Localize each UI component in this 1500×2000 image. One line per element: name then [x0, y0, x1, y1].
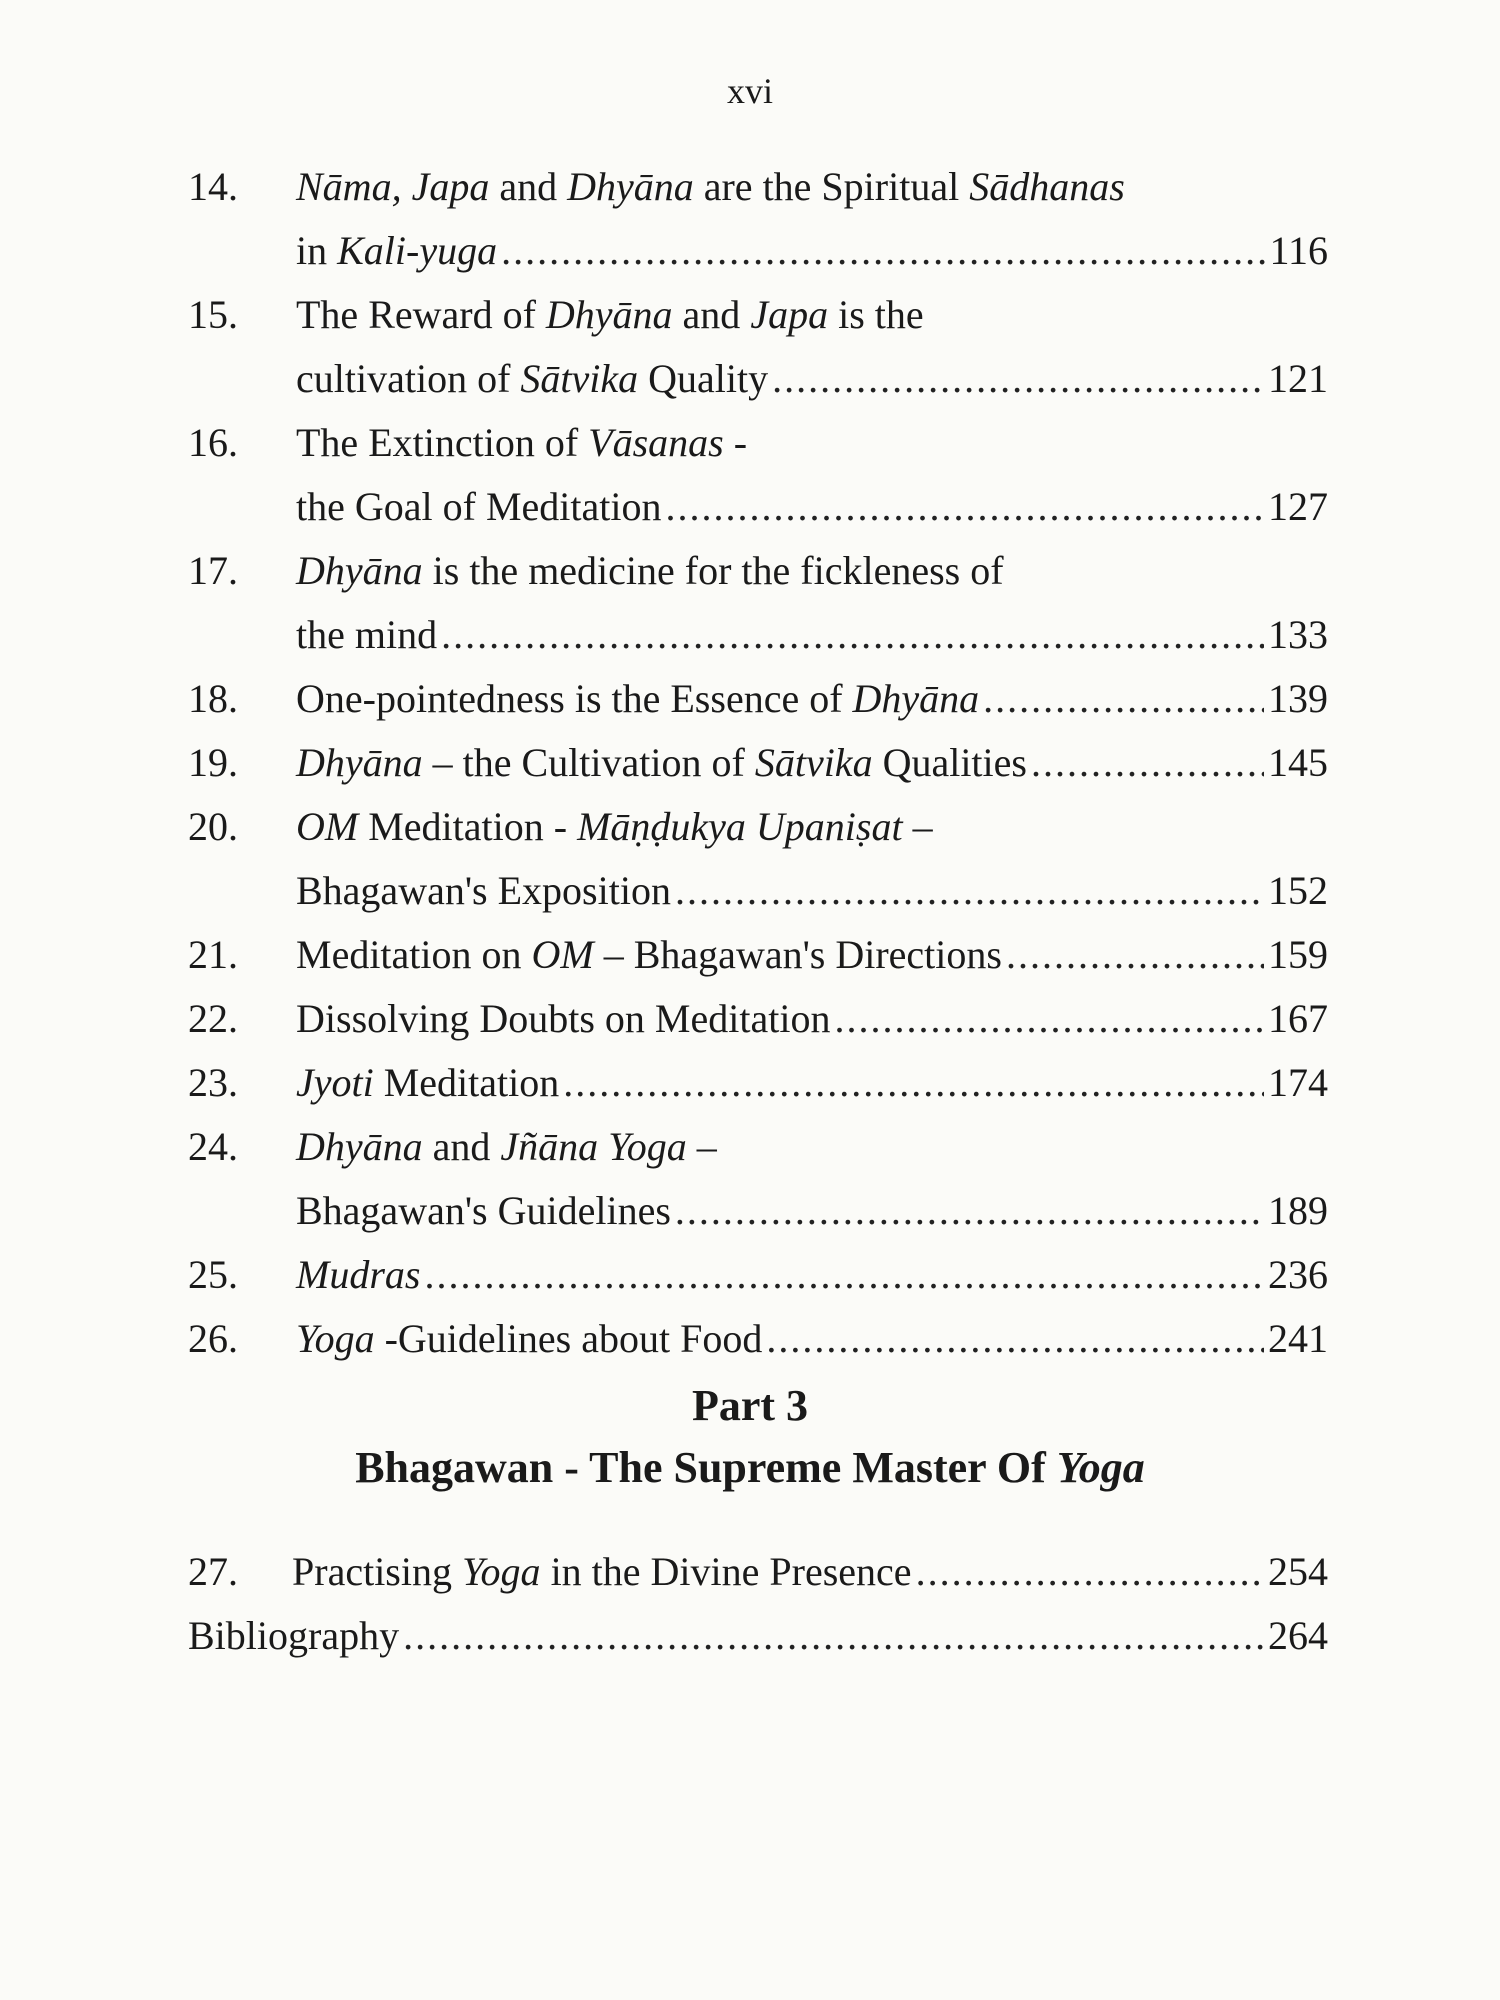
- toc-entry-page-number: 133: [1268, 612, 1328, 657]
- toc-entry-title-continued: [296, 347, 768, 411]
- toc-entry-title-continued: [296, 475, 661, 539]
- toc-entry-title-continued: [296, 603, 437, 667]
- toc-entry[interactable]: [188, 1604, 1328, 1668]
- title-italic-segment: Yoga: [296, 1316, 375, 1361]
- toc-entry-title-continued: [296, 219, 497, 283]
- toc-entry[interactable]: [188, 1540, 1328, 1604]
- toc-entry-title: [296, 667, 979, 731]
- title-segment: -Guidelines about Food: [374, 1316, 763, 1361]
- toc-entry-title: [296, 411, 747, 475]
- toc-entry-number: 25.: [188, 1252, 238, 1297]
- dot-leader: [403, 1604, 1264, 1668]
- title-segment: – the Cultivation of: [422, 740, 755, 785]
- toc-entry-page-number: 121: [1268, 356, 1328, 401]
- dot-leader: [424, 1243, 1264, 1307]
- toc-entry-page-number: 254: [1268, 1549, 1328, 1594]
- dot-leader: [501, 219, 1265, 283]
- dot-leader: [675, 1179, 1264, 1243]
- dot-leader: [916, 1540, 1264, 1604]
- toc-entry-title-continued: [296, 1179, 671, 1243]
- toc-entry[interactable]: [188, 283, 1328, 411]
- title-segment: Meditation on: [296, 932, 532, 977]
- toc-entry-number: 26.: [188, 1316, 238, 1361]
- title-segment: Practising: [292, 1549, 462, 1594]
- toc-entry-title-continued: [296, 859, 671, 923]
- title-italic-segment: Dhyāna: [567, 164, 694, 209]
- title-italic-segment: Kali-yuga: [337, 228, 498, 273]
- toc-entry-number: 23.: [188, 1060, 238, 1105]
- toc-entry[interactable]: [188, 411, 1328, 539]
- toc-entry[interactable]: [188, 667, 1328, 731]
- title-italic-segment: Vāsanas: [588, 420, 724, 465]
- toc-entry-title: [296, 1051, 559, 1115]
- title-italic-segment: Mudras: [296, 1252, 421, 1297]
- title-segment: Qualities: [872, 740, 1027, 785]
- toc-entry-title: [296, 795, 933, 859]
- title-segment: Bhagawan's Guidelines: [296, 1188, 671, 1233]
- toc-entry-page-number: 264: [1268, 1613, 1328, 1658]
- toc-entry-title: [188, 1604, 399, 1668]
- title-italic-segment: OM: [296, 804, 359, 849]
- toc-entry-title: [296, 1307, 762, 1371]
- title-segment: The Reward of: [296, 292, 546, 337]
- title-italic-segment: Nāma, Japa: [296, 164, 490, 209]
- toc-entry-title: [296, 283, 924, 347]
- toc-entry[interactable]: [188, 987, 1328, 1051]
- toc-entry-page-number: 159: [1268, 932, 1328, 977]
- title-segment: the mind: [296, 612, 438, 657]
- toc-entry[interactable]: [188, 923, 1328, 987]
- toc-entry-title: [296, 1243, 420, 1307]
- title-italic-segment: Japa: [750, 292, 829, 337]
- title-italic-segment: Jyoti: [296, 1060, 374, 1105]
- toc-entry-title: [292, 1540, 912, 1604]
- title-segment: –: [686, 1124, 717, 1169]
- dot-leader: [1031, 731, 1264, 795]
- title-segment: and: [672, 292, 751, 337]
- dot-leader: [834, 987, 1264, 1051]
- toc-entry-title: [296, 155, 1125, 219]
- part-title-plain: Bhagawan - The Supreme Master Of: [355, 1443, 1057, 1492]
- toc-entry-page-number: 174: [1268, 1060, 1328, 1105]
- title-segment: Bibliography: [188, 1613, 400, 1658]
- title-italic-segment: Sādhanas: [969, 164, 1125, 209]
- title-segment: and: [422, 1124, 501, 1169]
- title-segment: in the Divine Presence: [540, 1549, 912, 1594]
- title-segment: -: [723, 420, 748, 465]
- title-italic-segment: Sātvika: [754, 740, 873, 785]
- toc-entry-number: 16.: [188, 420, 238, 465]
- table-of-contents: [188, 155, 1328, 1371]
- title-italic-segment: Dhyāna: [296, 1124, 423, 1169]
- toc-entry-page-number: 139: [1268, 676, 1328, 721]
- toc-entry-page-number: 189: [1268, 1188, 1328, 1233]
- toc-entry[interactable]: [188, 1243, 1328, 1307]
- toc-entry[interactable]: [188, 795, 1328, 923]
- toc-entry[interactable]: [188, 1307, 1328, 1371]
- title-segment: Dissolving Doubts on Meditation: [296, 996, 831, 1041]
- title-segment: the Goal of Meditation: [296, 484, 662, 529]
- dot-leader: [675, 859, 1264, 923]
- toc-entry-title: [296, 923, 1002, 987]
- title-segment: is the: [828, 292, 924, 337]
- title-segment: are the Spiritual: [693, 164, 970, 209]
- dot-leader: [441, 603, 1264, 667]
- title-segment: cultivation of: [296, 356, 521, 401]
- dot-leader: [563, 1051, 1264, 1115]
- toc-entry-number: 20.: [188, 804, 238, 849]
- toc-entry[interactable]: [188, 539, 1328, 667]
- toc-entry-page-number: 145: [1268, 740, 1328, 785]
- title-italic-segment: Dhyāna: [296, 548, 423, 593]
- toc-entry-number: 17.: [188, 548, 238, 593]
- title-italic-segment: Dhyāna: [296, 740, 423, 785]
- title-segment: Meditation -: [358, 804, 578, 849]
- title-italic-segment: Māṇḍukya Upaniṣat: [577, 804, 903, 849]
- title-segment: is the medicine for the fickleness of: [422, 548, 1004, 593]
- toc-entry-page-number: 236: [1268, 1252, 1328, 1297]
- toc-entry-title: [296, 731, 1027, 795]
- title-italic-segment: Sātvika: [520, 356, 639, 401]
- dot-leader: [983, 667, 1264, 731]
- toc-entry-number: 14.: [188, 164, 238, 209]
- part-title-italic: Yoga: [1056, 1443, 1145, 1492]
- table-of-contents-part-3: [188, 1540, 1328, 1668]
- toc-entry-number: 15.: [188, 292, 238, 337]
- title-italic-segment: Dhyāna: [852, 676, 980, 721]
- toc-entry-number: 22.: [188, 996, 238, 1041]
- dot-leader: [766, 1307, 1264, 1371]
- toc-entry[interactable]: [188, 1051, 1328, 1115]
- toc-entry[interactable]: [188, 155, 1328, 283]
- title-italic-segment: Yoga: [461, 1549, 541, 1594]
- toc-entry-title: [296, 539, 1004, 603]
- title-italic-segment: Jñāna Yoga: [500, 1124, 687, 1169]
- toc-entry-number: 27.: [188, 1549, 238, 1594]
- title-segment: Bhagawan's Exposition: [296, 868, 671, 913]
- toc-entry-number: 18.: [188, 676, 238, 721]
- toc-entry-page-number: 116: [1269, 228, 1328, 273]
- title-segment: and: [489, 164, 568, 209]
- toc-entry-number: 21.: [188, 932, 238, 977]
- title-segment: One-pointedness is the Essence of: [296, 676, 853, 721]
- toc-entry-page-number: 152: [1268, 868, 1328, 913]
- toc-entry-page-number: 167: [1268, 996, 1328, 1041]
- dot-leader: [772, 347, 1264, 411]
- title-segment: – Bhagawan's Directions: [593, 932, 1002, 977]
- part-heading: [0, 1375, 1500, 1499]
- title-segment: –: [902, 804, 933, 849]
- part-title: [0, 1437, 1500, 1499]
- toc-entry-title: [296, 987, 830, 1051]
- dot-leader: [1006, 923, 1264, 987]
- title-italic-segment: Dhyāna: [545, 292, 673, 337]
- toc-entry-page-number: 241: [1268, 1316, 1328, 1361]
- title-italic-segment: OM: [531, 932, 594, 977]
- toc-entry-number: 24.: [188, 1124, 238, 1169]
- dot-leader: [665, 475, 1264, 539]
- toc-entry[interactable]: [188, 731, 1328, 795]
- page-number: xvi: [726, 71, 773, 111]
- title-segment: in: [296, 228, 338, 273]
- toc-entry-title: [296, 1115, 717, 1179]
- part-label: Part 3: [691, 1381, 809, 1430]
- title-segment: Meditation: [373, 1060, 560, 1105]
- toc-entry-page-number: 127: [1268, 484, 1328, 529]
- title-segment: Quality: [638, 356, 769, 401]
- toc-entry[interactable]: [188, 1115, 1328, 1243]
- title-segment: The Extinction of: [296, 420, 589, 465]
- toc-entry-number: 19.: [188, 740, 238, 785]
